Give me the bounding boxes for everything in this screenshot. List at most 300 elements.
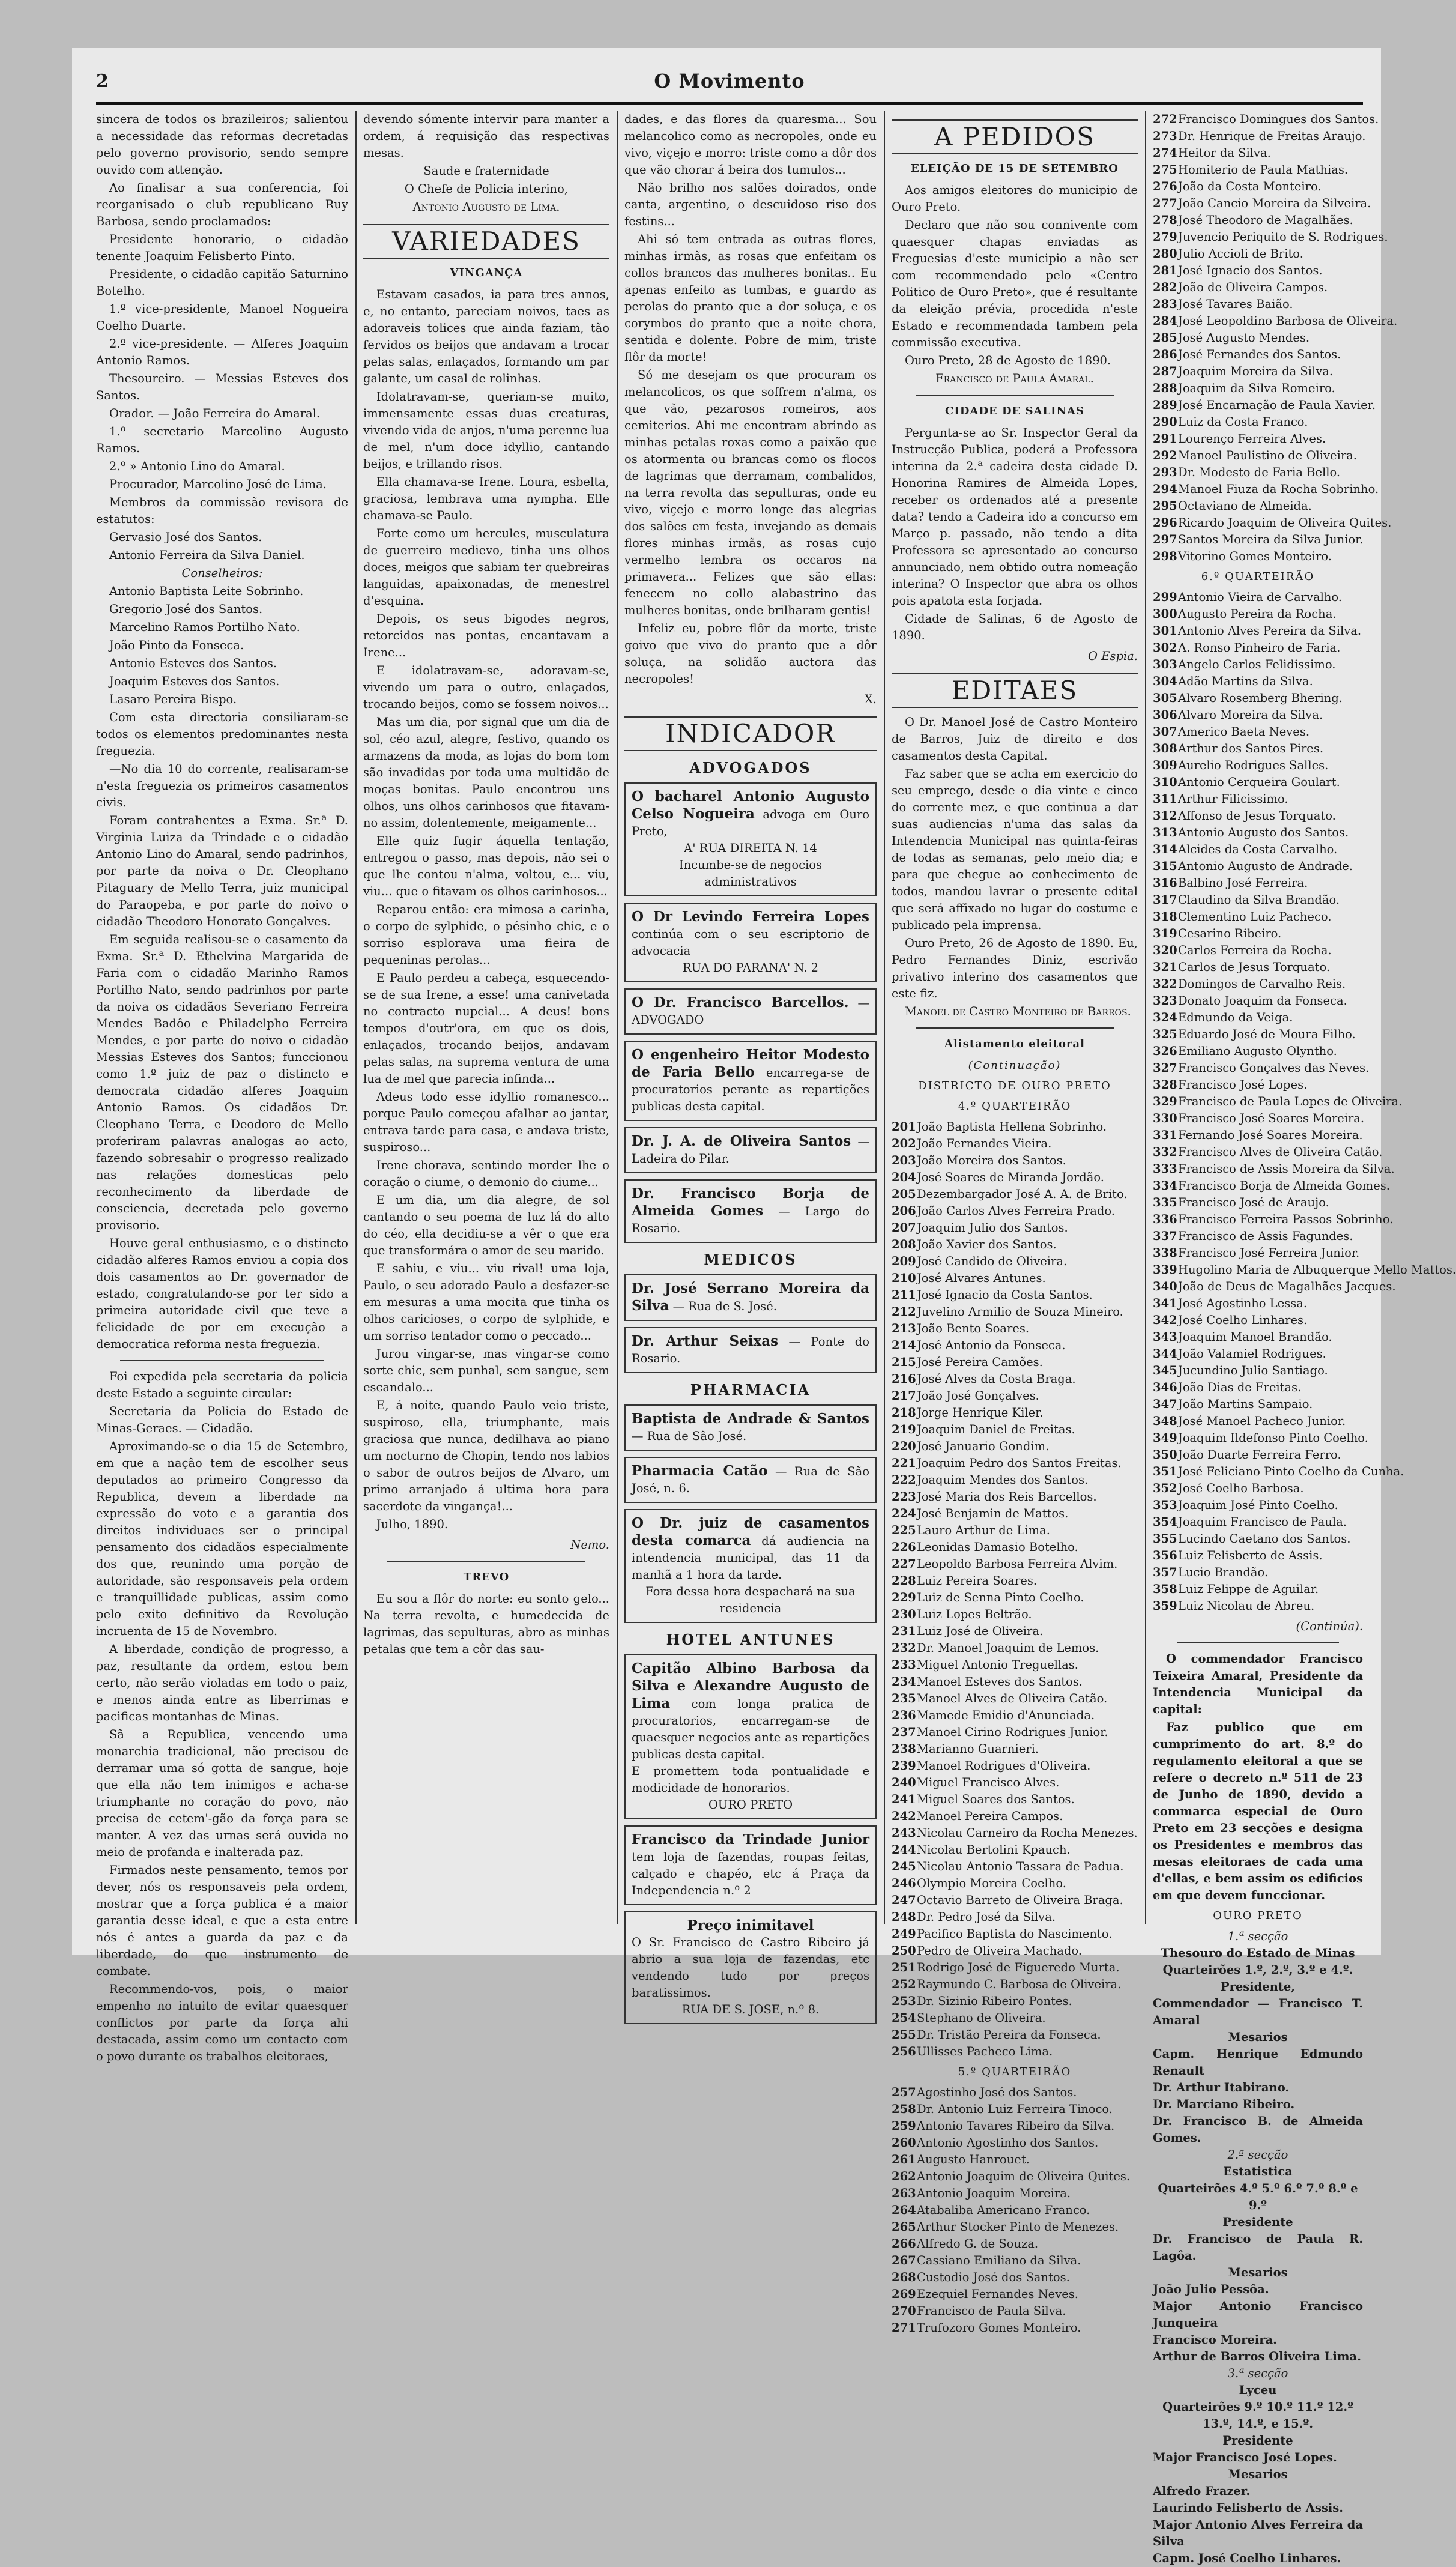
entry-number: 207	[892, 1221, 916, 1235]
entry-name: Luiz Pereira Soares.	[917, 1574, 1038, 1588]
paragraph: Adeus todo esse idyllio romanesco... porque Paulo começou afalhar ao jantar, entrava tarde para casa, e andava triste, suspiroso...	[363, 1090, 609, 1154]
entry-number: 302	[1153, 641, 1177, 655]
list-item	[1153, 791, 1363, 808]
entry-name: Agostinho José dos Santos.	[917, 2085, 1077, 2099]
paragraph: E um dia, um dia alegre, de sol cantando o seu poema de luz lá do alto do céo, ella decidiu-se a vêr o que era que transformára o amor de seu marido.	[363, 1193, 609, 1257]
page-number: 2	[96, 71, 109, 92]
list-item	[892, 1724, 1138, 1741]
list-item	[1153, 1547, 1363, 1564]
entry-number: 354	[1153, 1515, 1177, 1529]
paragraph: Ahi só tem entrada as outras flores, minhas irmãs, as rosas que enfeitam os collos brancos das mulheres bonitas.. Eu apenas enfeito as tumbas, e guardo as perolas do pranto que a dor soluça, e os corymbos do pranto que a noite chora, sentida e dolente. Pobre de mim, triste flôr da morte!	[624, 232, 877, 364]
category-medicos: MEDICOS	[704, 1251, 797, 1268]
entry-number: 271	[892, 2321, 916, 2335]
entry-name: João Valamiel Rodrigues.	[1178, 1347, 1326, 1361]
paragraph: Cidade de Salinas, 6 de Agosto de 1890.	[892, 612, 1138, 643]
entry-name: Homiterio de Paula Mathias.	[1178, 163, 1349, 177]
entry-name: Claudino da Silva Brandão.	[1178, 893, 1340, 907]
entry-number: 235	[892, 1692, 916, 1705]
list-item	[1153, 1564, 1363, 1581]
divider	[916, 395, 1114, 396]
paragraph: O Dr. Manoel José de Castro Monteiro de Barros, Juiz de direito e dos casamentos desta Capital.	[892, 715, 1138, 763]
entry-number: 239	[892, 1759, 916, 1773]
entry-name: Manoel Paulistino de Oliveira.	[1178, 449, 1357, 462]
article-title: Alistamento eleitoral	[944, 1038, 1085, 1050]
list-item	[892, 1421, 1138, 1438]
column-1	[96, 111, 348, 2063]
entry-number: 212	[892, 1305, 916, 1319]
entry-number: 344	[1153, 1347, 1177, 1361]
entry-name: Francisco de Assis Fagundes.	[1178, 1229, 1353, 1243]
list-item	[1153, 1278, 1396, 1295]
list-item	[1153, 1497, 1363, 1514]
entry-name: João Cancio Moreira da Silveira.	[1178, 196, 1371, 210]
entry-name: Hugolino Maria de Albuquerque Mello Mattos.	[1178, 1263, 1456, 1277]
entry-name: Antonio Joaquim Moreira.	[917, 2186, 1071, 2200]
paragraph: Infeliz eu, pobre flôr da morte, triste goivo que vivo do pranto que a dôr soluça, na solidão auctora das necropoles!	[624, 621, 877, 686]
list-item	[1153, 740, 1363, 757]
article-title: CIDADE DE SALINAS	[945, 405, 1084, 417]
category-advogados: ADVOGADOS	[689, 759, 812, 776]
entry-number: 323	[1153, 994, 1177, 1008]
entry-name: Francisco José Lopes.	[1178, 1078, 1308, 1092]
text-line: Quarteirões 4.º 5.º 6.º 7.º 8.º e 9.º	[1158, 2181, 1358, 2212]
entry-number: 231	[892, 1624, 916, 1638]
list-item	[1153, 1245, 1363, 1262]
list-item	[892, 2151, 1138, 2168]
entry-name: Arthur Filicissimo.	[1178, 792, 1288, 806]
entry-name: Jucundino Julio Santiago.	[1178, 1364, 1328, 1377]
entry-number: 301	[1153, 624, 1177, 638]
list-item	[892, 1758, 1138, 1774]
entry-number: 312	[1153, 809, 1177, 823]
entry-name: Luiz José de Oliveira.	[917, 1624, 1044, 1638]
entry-number: 224	[892, 1507, 916, 1520]
list-item	[1153, 909, 1363, 925]
entry-name: Ricardo Joaquim de Oliveira Quites.	[1178, 516, 1392, 530]
list-item	[1153, 1161, 1395, 1178]
entry-number: 309	[1153, 758, 1177, 772]
date-line: Julho, 1890.	[376, 1517, 449, 1531]
entry-name: Adão Martins da Silva.	[1178, 674, 1313, 688]
list-item	[1153, 178, 1363, 195]
list-item	[1153, 1110, 1363, 1127]
entry-number: 305	[1153, 691, 1177, 705]
entry-name: Manoel Rodrigues d'Oliveira.	[917, 1759, 1091, 1773]
voter-list	[1153, 589, 1456, 1615]
entry-name: Pacifico Baptista do Nascimento.	[917, 1927, 1113, 1941]
entry-number: 322	[1153, 977, 1177, 991]
entry-name: Joaquim Ildefonso Pinto Coelho.	[1178, 1431, 1368, 1445]
text-line: Mesarios	[1228, 2030, 1288, 2044]
list-item	[1153, 656, 1363, 673]
list-item	[892, 1976, 1138, 1993]
list-item	[1153, 246, 1363, 262]
entry-number: 300	[1153, 607, 1177, 621]
list-item	[1153, 1093, 1403, 1110]
divider	[387, 1561, 585, 1562]
entry-name: Antonio Alves Pereira da Silva.	[1178, 624, 1362, 638]
entry-number: 214	[892, 1338, 916, 1352]
list-item	[892, 1892, 1138, 1909]
list-item	[892, 1875, 1138, 1892]
entry-name: Manoel Pereira Campos.	[917, 1809, 1063, 1823]
entry-name: José Agostinho Lessa.	[1178, 1296, 1308, 1310]
entry-name: Antonio Vieira de Carvalho.	[1178, 590, 1342, 604]
paragraph: E Paulo perdeu a cabeça, esquecendo-se de sua Irene, a esse! uma canivetada no contracto nupcial... A deus! bons tempos d'outr'ora, em que os dois, enlaçados, trocando beijos, andavam pelas salas, na suprema ventura de uma lua de mel que parecia infinda...	[363, 971, 609, 1086]
entry-number: 295	[1153, 499, 1177, 513]
list-item	[1153, 875, 1363, 892]
entry-number: 352	[1153, 1481, 1177, 1495]
column-divider	[1145, 111, 1146, 1924]
entry-name: Francisco José de Araujo.	[1178, 1196, 1329, 1209]
entry-name: Manoel Fiuza da Rocha Sobrinho.	[1178, 482, 1379, 496]
entry-name: Dr. Antonio Luiz Ferreira Tinoco.	[917, 2102, 1113, 2116]
entry-name: João Dias de Freitas.	[1178, 1380, 1302, 1394]
entry-name: Dr. Tristão Pereira da Fonseca.	[917, 2028, 1101, 2042]
entry-number: 230	[892, 1607, 916, 1621]
entry-number: 247	[892, 1893, 916, 1907]
list-item	[1153, 481, 1379, 498]
entry-name: Joaquim Daniel de Freitas.	[917, 1423, 1075, 1436]
list-item	[892, 1404, 1138, 1421]
advertisement: O Dr. Francisco Barcellos. — ADVOGADO	[624, 988, 877, 1035]
entry-number: 254	[892, 2011, 916, 2025]
article-title: TREVO	[463, 1571, 510, 1583]
list-item	[1153, 296, 1363, 313]
entry-name: Ullisses Pacheco Lima.	[917, 2045, 1053, 2058]
paragraph: Irene chorava, sentindo morder lhe o coração o ciume, o demonio do ciume...	[363, 1158, 609, 1189]
list-item	[892, 2286, 1138, 2303]
paragraph: Recommendo-vos, pois, o maior empenho no intuito de evitar quaesquer conflictos por parte da força ahi destacada, assim como um contacto com o povo durante os trabalhos eleitoraes,	[96, 1982, 348, 2063]
list-item	[892, 2135, 1138, 2151]
subheading: 1.ª secção	[1227, 1929, 1288, 1943]
list-item	[892, 2219, 1138, 2236]
entry-name: Lucindo Caetano dos Santos.	[1178, 1532, 1351, 1546]
section-title-editaes: EDITAES	[892, 673, 1138, 708]
signature: Antonio Augusto de Lima.	[412, 200, 560, 214]
entry-name: Angelo Carlos Felidissimo.	[1178, 658, 1336, 671]
entry-number: 338	[1153, 1246, 1177, 1260]
entry-number: 242	[892, 1809, 916, 1823]
list-item	[1153, 606, 1363, 623]
list-item	[1153, 690, 1363, 707]
list-item	[892, 1253, 1138, 1270]
entry-name: Alvaro Rosemberg Bhering.	[1178, 691, 1343, 705]
entry-name: Vitorino Gomes Monteiro.	[1178, 549, 1332, 563]
entry-name: José Fernandes dos Santos.	[1178, 348, 1341, 361]
entry-number: 202	[892, 1137, 916, 1150]
entry-name: José Theodoro de Magalhães.	[1178, 213, 1353, 227]
paragraph: Ella chamava-se Irene. Loura, esbelta, graciosa, lembrava uma nympha. Elle chamava-se Paulo.	[363, 475, 609, 522]
paragraph: E sahiu, e viu... viu rival! uma loja, Paulo, o seu adorado Paulo a desfazer-se em mesuras a uma mocita que tinha os olhos caricioses, o corpo de sylphide, e um sorriso tentador como o peccado...	[363, 1262, 609, 1343]
paragraph: O Chefe de Policia interino,	[404, 182, 569, 196]
entry-number: 222	[892, 1473, 916, 1487]
entry-number: 291	[1153, 432, 1177, 446]
list-item	[1153, 1581, 1363, 1598]
entry-number: 243	[892, 1826, 916, 1840]
entry-name: José Encarnação de Paula Xavier.	[1178, 398, 1376, 412]
paragraph: Depois, os seus bigodes negros, retorcidos nas pontas, encantavam a Irene...	[363, 612, 609, 659]
entry-number: 219	[892, 1423, 916, 1436]
entry-name: Custodio José dos Santos.	[917, 2270, 1070, 2284]
entry-number: 327	[1153, 1061, 1177, 1075]
list-item	[1153, 1362, 1363, 1379]
list-item	[1153, 724, 1363, 740]
entry-number: 306	[1153, 708, 1177, 722]
paragraph: 2.º vice-presidente. — Alferes Joaquim Antonio Ramos.	[96, 337, 348, 367]
entry-name: Donato Joaquim da Fonseca.	[1178, 994, 1347, 1008]
paragraph: Ouro Preto, 26 de Agosto de 1890. Eu, Pedro Fernandes Diniz, escrivão privativo interino dos casamentos que este fiz.	[892, 936, 1138, 1000]
entry-name: Lucio Brandão.	[1178, 1565, 1269, 1579]
entry-name: Joaquim Julio dos Santos.	[917, 1221, 1068, 1235]
entry-number: 213	[892, 1322, 916, 1335]
entry-number: 273	[1153, 129, 1177, 143]
list-item	[1153, 1447, 1363, 1463]
list-item	[1153, 959, 1363, 976]
list-item	[1153, 431, 1363, 447]
list-item	[1153, 1463, 1404, 1480]
list-item	[892, 1438, 1138, 1455]
entry-number: 339	[1153, 1263, 1177, 1277]
text-line: Presidente,	[1220, 1980, 1296, 1994]
list-item	[1153, 976, 1363, 993]
entry-name: Alvaro Moreira da Silva.	[1178, 708, 1323, 722]
entry-name: Arthur Stocker Pinto de Menezes.	[917, 2220, 1119, 2234]
list-item	[892, 2043, 1138, 2060]
entry-name: Francisco de Paula Lopes de Oliveira.	[1178, 1095, 1403, 1108]
entry-name: Miguel Antonio Treguellas.	[917, 1658, 1078, 1672]
list-item	[892, 1808, 1138, 1825]
text-line: Thesouro do Estado de Minas Quarteirões 1.º, 2.º, 3.º e 4.º.	[1161, 1946, 1355, 1977]
entry-name: Antonio Tavares Ribeiro da Silva.	[917, 2119, 1115, 2133]
list-item	[892, 1522, 1138, 1539]
list-item	[892, 2236, 1138, 2252]
list-item	[1153, 212, 1363, 229]
entry-number: 342	[1153, 1313, 1177, 1327]
entry-name: Antonio Cerqueira Goulart.	[1178, 775, 1340, 789]
entry-number: 289	[1153, 398, 1177, 412]
newspaper-name: O Movimento	[654, 70, 805, 92]
entry-name: João da Costa Monteiro.	[1178, 180, 1322, 193]
paragraph: Saude e fraternidade	[423, 164, 549, 178]
entry-name: Clementino Luiz Pacheco.	[1178, 910, 1332, 924]
advertisement: O bacharel Antonio Augusto Celso Nogueira advoga em Ouro Preto, A' RUA DIREITA N. 14 Incumbe-se de negocios administrativos	[624, 782, 877, 896]
paragraph: Declaro que não sou connivente com quaesquer chapas enviadas as Freguesias d'este municipio a não ser com recommendado pelo «Centro Politico de Ouro Preto», que é resultante da eleição prévia, procedida n'este Estado e recommendada tambem pela commissão executiva.	[892, 218, 1138, 349]
entry-name: Joaquim Pedro dos Santos Freitas.	[917, 1456, 1122, 1470]
entry-name: Lauro Arthur de Lima.	[917, 1523, 1050, 1537]
list-item	[892, 2269, 1138, 2286]
list-item	[892, 1304, 1138, 1320]
text-line: Major Francisco José Lopes.	[1153, 2451, 1337, 2464]
advertisement: Dr. José Serrano Moreira da Silva — Rua de S. José.	[624, 1274, 877, 1321]
list-item	[892, 1455, 1138, 1472]
entry-number: 328	[1153, 1078, 1177, 1092]
entry-number: 341	[1153, 1296, 1177, 1310]
list-item	[892, 1959, 1138, 1976]
paragraph: Gregorio José dos Santos.	[109, 602, 263, 616]
entry-number: 284	[1153, 314, 1177, 328]
entry-number: 216	[892, 1372, 916, 1386]
list-item	[892, 2118, 1138, 2135]
entry-name: José Alves da Costa Braga.	[917, 1372, 1076, 1386]
entry-name: Ezequiel Fernandes Neves.	[917, 2287, 1078, 2301]
entry-number: 355	[1153, 1532, 1177, 1546]
entry-number: 267	[892, 2254, 916, 2267]
list-item	[1153, 824, 1363, 841]
list-item	[892, 1169, 1138, 1186]
entry-name: Carlos Ferreira da Rocha.	[1178, 943, 1332, 957]
entry-number: 337	[1153, 1229, 1177, 1243]
entry-name: Joaquim Francisco de Paula.	[1178, 1515, 1347, 1529]
entry-number: 307	[1153, 725, 1177, 739]
list-item	[1153, 1312, 1363, 1329]
paragraph: Forte como um hercules, musculatura de guerreiro medievo, tinha uns olhos doces, meigos que sabiam ter quebreiras languidas, apaixonadas, de menestrel d'esquina.	[363, 527, 609, 608]
entry-name: José Maria dos Reis Barcellos.	[917, 1490, 1097, 1504]
entry-name: Manoel Esteves dos Santos.	[917, 1675, 1083, 1689]
entry-number: 335	[1153, 1196, 1177, 1209]
list-item	[1153, 1194, 1363, 1211]
subheading: (Continuação)	[968, 1059, 1062, 1072]
entry-number: 356	[1153, 1549, 1177, 1562]
list-item	[1153, 414, 1363, 431]
paragraph: 2.º » Antonio Lino do Amaral.	[109, 459, 285, 473]
entry-name: Francisco José Soares Moreira.	[1178, 1111, 1365, 1125]
list-item	[1153, 1480, 1363, 1497]
entry-name: Balbino José Ferreira.	[1178, 876, 1308, 890]
entry-name: José Leopoldino Barbosa de Oliveira.	[1178, 314, 1398, 328]
list-item	[892, 2185, 1138, 2202]
entry-name: Nicolau Carneiro da Rocha Menezes.	[917, 1826, 1138, 1840]
list-item	[892, 1842, 1138, 1858]
list-item	[892, 1556, 1138, 1573]
entry-number: 353	[1153, 1498, 1177, 1512]
entry-name: José Ignacio da Costa Santos.	[917, 1288, 1093, 1302]
category-hotel: HOTEL ANTUNES	[666, 1631, 835, 1648]
entry-number: 290	[1153, 415, 1177, 429]
entry-number: 334	[1153, 1179, 1177, 1193]
entry-name: Antonio Joaquim de Oliveira Quites.	[917, 2169, 1131, 2183]
section-title-variedades: VARIEDADES	[363, 224, 609, 259]
continuation-note: (Continúa).	[1296, 1619, 1363, 1633]
entry-name: Rodrigo José de Figueredo Murta.	[917, 1961, 1120, 1974]
paragraph: Presidente honorario, o cidadão tenente Joaquim Felisberto Pinto.	[96, 232, 348, 263]
entry-name: Miguel Francisco Alves.	[917, 1776, 1060, 1789]
list-item	[1153, 774, 1363, 791]
entry-number: 205	[892, 1187, 916, 1201]
advertisement: Francisco da Trindade Junior tem loja de fazendas, roupas feitas, calçado e chapéo, etc á Praça da Independencia n.º 2	[624, 1825, 877, 1905]
entry-name: Francisco Borja de Almeida Gomes.	[1178, 1179, 1390, 1193]
entry-number: 288	[1153, 381, 1177, 395]
paragraph: Faz saber que se acha em exercicio do seu emprego, desde o dia vinte e cinco do corrente mez, e que continua a dar suas audiencias n'uma das salas da Intendencia Municipal nas quinta-feiras de todas as semanas, pelo meio dia; e para que chegue ao conhecimento de todos, mandou lavrar o presente edital que será affixado no lugar do costume e publicado pela imprensa.	[892, 767, 1138, 932]
list-item	[1153, 1295, 1363, 1312]
entry-name: Joaquim Mendes dos Santos.	[917, 1473, 1089, 1487]
column-4	[892, 111, 1138, 2335]
voter-list	[1153, 111, 1398, 565]
list-item	[892, 1270, 1138, 1287]
entry-number: 270	[892, 2304, 916, 2318]
entry-number: 269	[892, 2287, 916, 2301]
paragraph: Secretaria da Policia do Estado de Minas-Geraes. — Cidadão.	[96, 1404, 348, 1435]
paragraph: Thesoureiro. — Messias Esteves dos Santos.	[96, 372, 348, 402]
paragraph: Antonio Esteves dos Santos.	[109, 656, 277, 670]
list-item	[1153, 1430, 1368, 1447]
list-item	[892, 2320, 1138, 2336]
entry-number: 211	[892, 1288, 916, 1302]
list-item	[1153, 1514, 1363, 1531]
entry-name: Fernando José Soares Moreira.	[1178, 1128, 1363, 1142]
signature: X.	[864, 692, 877, 706]
list-item	[1153, 673, 1363, 690]
entry-number: 220	[892, 1439, 916, 1453]
entry-name: José Candido de Oliveira.	[917, 1254, 1068, 1268]
entry-name: Dr. Pedro José da Silva.	[917, 1910, 1056, 1924]
entry-name: José Ignacio dos Santos.	[1178, 264, 1323, 277]
list-item	[892, 1119, 1138, 1135]
entry-name: José Benjamin de Mattos.	[917, 1507, 1069, 1520]
advertisement: O Dr Levindo Ferreira Lopes continúa com o seu escriptorio de advocacia RUA DO PARANA' N. 2	[624, 903, 877, 982]
entry-number: 241	[892, 1792, 916, 1806]
entry-number: 336	[1153, 1212, 1177, 1226]
column-2	[363, 111, 609, 1924]
list-item	[892, 2168, 1138, 2185]
entry-name: José Coelho Barbosa.	[1178, 1481, 1304, 1495]
entry-number: 297	[1153, 533, 1177, 546]
entry-number: 256	[892, 2045, 916, 2058]
entry-number: 261	[892, 2153, 916, 2166]
entry-name: João Martins Sampaio.	[1178, 1397, 1313, 1411]
paragraph: Houve geral enthusiasmo, e o distincto cidadão alferes Ramos enviou a copia dos dois casamentos ao Dr. governador de estado, congratulando-se por ter sido a primeira autoridade civil que teve a felicidade de por em execução a democratica reforma nesta freguezia.	[96, 1236, 348, 1351]
entry-number: 259	[892, 2119, 916, 2133]
entry-name: Manoel Alves de Oliveira Catão.	[917, 1692, 1108, 1705]
paragraph: Ao finalisar a sua conferencia, foi reorganisado o club republicano Ruy Barbosa, sendo proclamados:	[96, 181, 348, 228]
list-item	[892, 1858, 1138, 1875]
list-item	[892, 1993, 1138, 2010]
paragraph: Mas um dia, por signal que um dia de sol, céo azul, alegre, festivo, quando os armazens da moda, as lojas do bom tom são invadidas por toda uma multidão de moças bonitas. Paulo encontrou uns olhos, uns olhos carinhosos que fitavam-no assim, dolentemente, meigamente...	[363, 715, 609, 830]
entry-number: 332	[1153, 1145, 1177, 1159]
entry-number: 226	[892, 1540, 916, 1554]
subheading: 3.ª secção	[1227, 2366, 1288, 2380]
entry-number: 314	[1153, 842, 1177, 856]
entry-number: 263	[892, 2186, 916, 2200]
entry-number: 203	[892, 1153, 916, 1167]
entry-number: 313	[1153, 826, 1177, 839]
paragraph: João Pinto da Fonseca.	[109, 638, 244, 652]
paragraph: Com esta directoria consiliaram-se todos os elementos predominantes nesta freguezia.	[96, 710, 348, 758]
list-item	[1153, 1026, 1363, 1043]
list-item	[892, 1674, 1138, 1690]
list-item	[1153, 330, 1363, 346]
paragraph: Reparou então: era mimosa a carinha, o corpo de sylphide, o pésinho chic, e o sorriso esplorava uma fieira de pequeninas perolas...	[363, 903, 609, 967]
paragraph: Procurador, Marcolino José de Lima.	[109, 477, 327, 491]
entry-number: 236	[892, 1708, 916, 1722]
paragraph: Lasaro Pereira Bispo.	[109, 692, 237, 706]
list-item	[1153, 229, 1388, 246]
paragraph: E idolatravam-se, adoravam-se, vivendo um para o outro, enlaçados, trocando beijos, como se fossem noivos...	[363, 664, 609, 711]
list-item	[1153, 397, 1376, 414]
list-item	[892, 1606, 1138, 1623]
entry-name: Dr. Henrique de Freitas Araujo.	[1178, 129, 1366, 143]
entry-name: Miguel Soares dos Santos.	[917, 1792, 1075, 1806]
article-title: VINGANÇA	[450, 267, 523, 279]
list-item	[892, 1943, 1138, 1959]
entry-number: 277	[1153, 196, 1177, 210]
signature: Manoel de Castro Monteiro de Barros.	[905, 1005, 1131, 1018]
paragraph: Eu sou a flôr do norte: eu sonto gelo... Na terra revolta, e humedecida de lagrimas, das sepulturas, abro as minhas petalas que tem a côr das sau-	[363, 1592, 609, 1656]
subheading: 6.º QUARTEIRÃO	[1201, 570, 1315, 583]
entry-number: 285	[1153, 331, 1177, 345]
entry-name: Heitor da Silva.	[1178, 146, 1271, 160]
list-item	[1153, 498, 1363, 515]
